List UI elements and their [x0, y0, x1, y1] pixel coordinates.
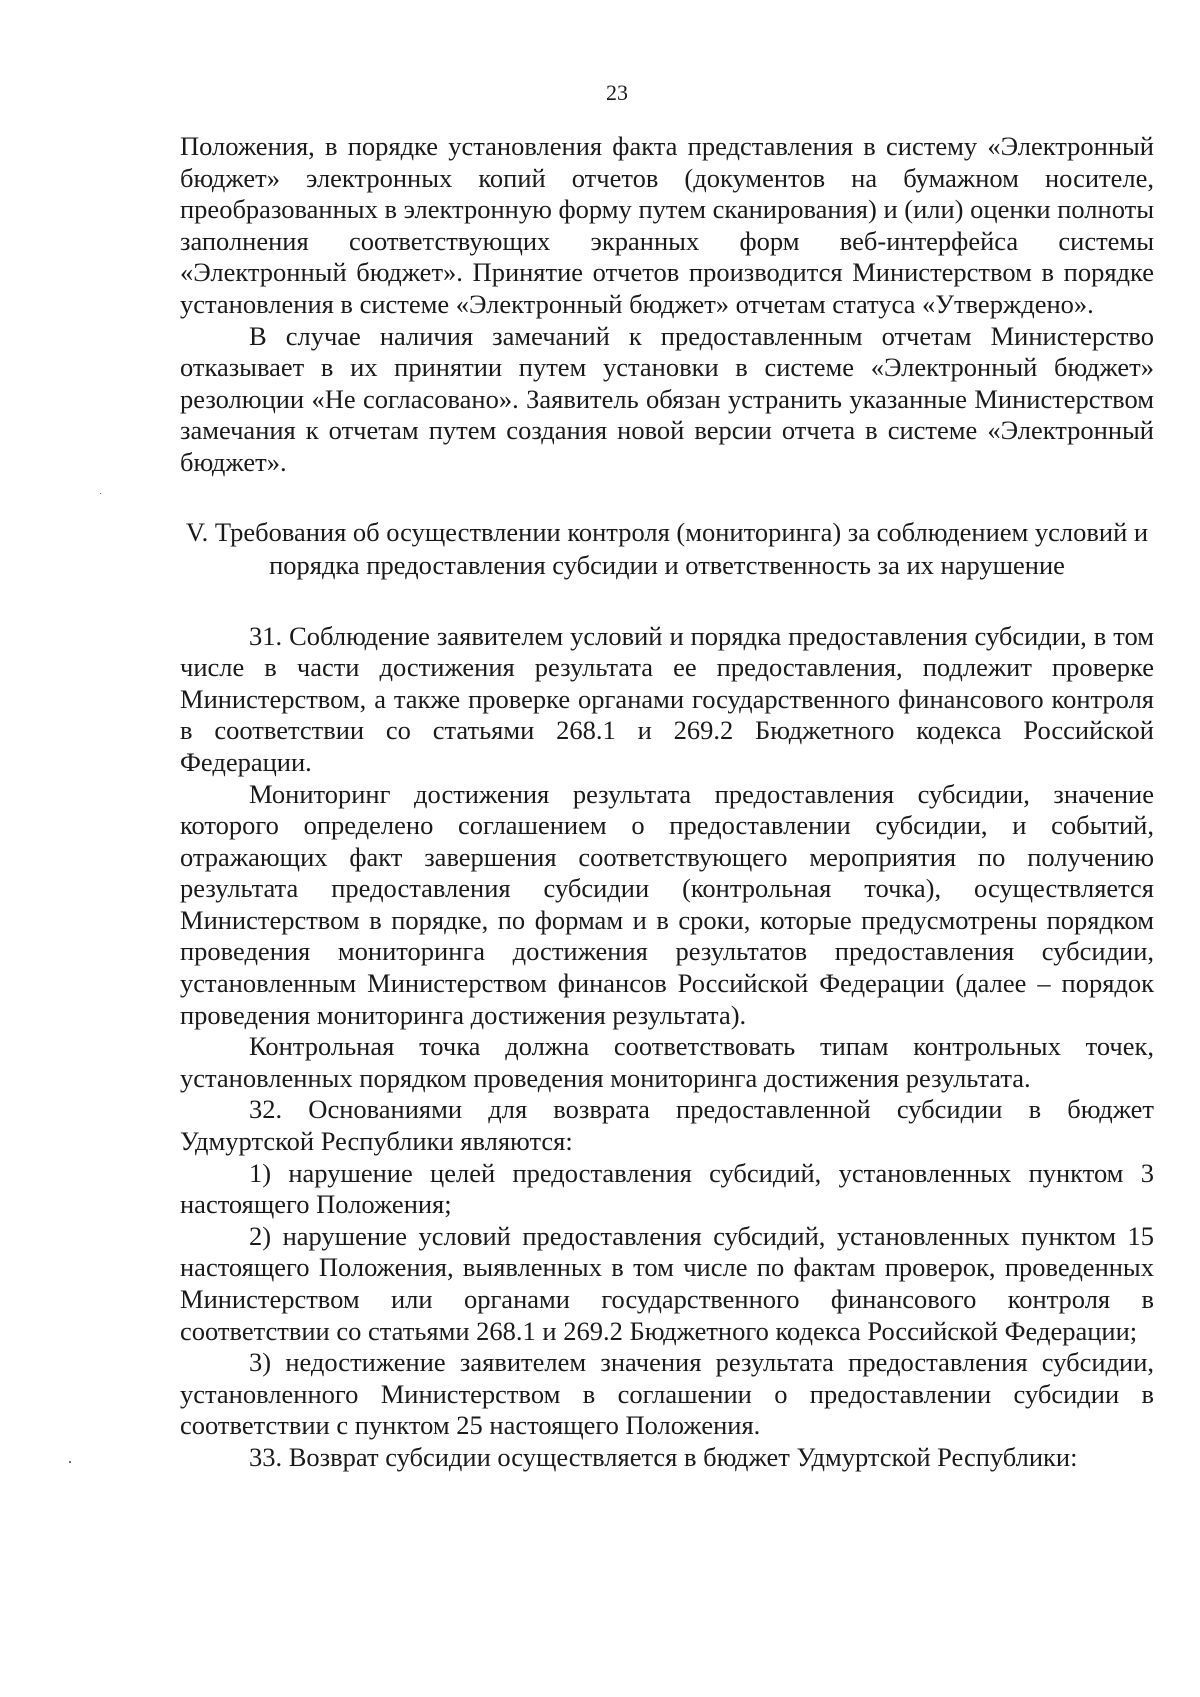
- paragraph-monitoring: Мониторинг достижения результата предоставления субсидии, значение которого определено соглашением о предоставлении субсидии, и событий, отражающих факт завершения соответствующего мероприятия по получению результата предоставления субсидии (контрольная точка), осуществляется Министерством в порядке, по формам и в сроки, которые предусмотрены порядком проведения мониторинга достижения результатов предоставления субсидии, установленным Министерством финансов Российской Федерации (далее – порядок проведения мониторинга достижения результата).: [180, 778, 1154, 1030]
- section-heading: V. Требования об осуществлении контроля (мониторинга) за соблюдением условий и порядка предоставления субсидии и ответственность за их нарушение: [185, 516, 1149, 580]
- document-body: [180, 131, 1154, 1474]
- scan-speck: [100, 493, 101, 494]
- paragraph-item-33: 33. Возврат субсидии осуществляется в бюджет Удмуртской Республики:: [249, 1441, 1078, 1472]
- paragraph-item-32: 32. Основаниями для возврата предоставленной субсидии в бюджет Удмуртской Республики являются:: [180, 1094, 1154, 1157]
- list-item-1: 1) нарушение целей предоставления субсидий, установленных пунктом 3 настоящего Положения;: [180, 1157, 1154, 1220]
- list-item-2: 2) нарушение условий предоставления субсидий, установленных пунктом 15 настоящего Положения, выявленных в том числе по фактам проверок, проведенных Министерством или органами государственного финансового контроля в соответствии со статьями 268.1 и 269.2 Бюджетного кодекса Российской Федерации;: [180, 1220, 1154, 1346]
- scan-speck: [69, 1461, 71, 1463]
- page-number: 23: [606, 80, 628, 105]
- list-item-3: 3) недостижение заявителем значения результата предоставления субсидии, установленного Министерством в соглашении о предоставлении субсидии в соответствии с пунктом 25 настоящего Положения.: [180, 1347, 1154, 1441]
- paragraph-continuation: Положения, в порядке установления факта представления в систему «Электронный бюджет» электронных копий отчетов (документов на бумажном носителе, преобразованных в электронную форму путем сканирования) и (или) оценки полноты заполнения соответствующих экранных форм веб-интерфейса системы «Электронный бюджет». Принятие отчетов производится Министерством в порядке установления в системе «Электронный бюджет» отчетам статуса «Утверждено».: [180, 131, 1154, 319]
- paragraph-control-point: Контрольная точка должна соответствовать типам контрольных точек, установленных порядком проведения мониторинга достижения результата.: [180, 1031, 1154, 1093]
- paragraph-item-31: 31. Соблюдение заявителем условий и порядка предоставления субсидии, в том числе в части достижения результата ее предоставления, подлежит проверке Министерством, а также проверке органами государственного финансового контроля в соответствии со статьями 268.1 и 269.2 Бюджетного кодекса Российской Федерации.: [180, 620, 1154, 777]
- paragraph-remarks: В случае наличия замечаний к предоставленным отчетам Министерство отказывает в их принятии путем установки в системе «Электронный бюджет» резолюции «Не согласовано». Заявитель обязан устранить указанные Министерством замечания к отчетам путем создания новой версии отчета в системе «Электронный бюджет».: [180, 320, 1154, 477]
